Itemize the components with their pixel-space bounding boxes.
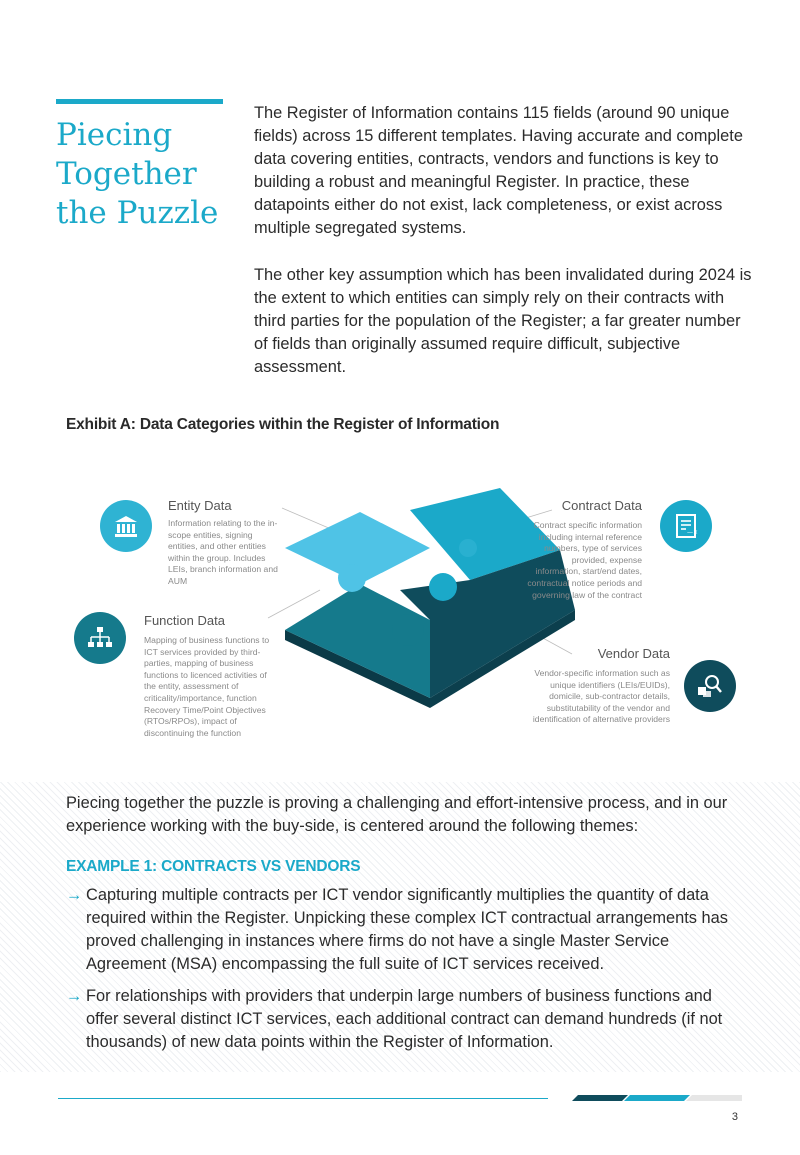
vendor-title: Vendor Data: [597, 646, 670, 661]
title-line-1: Piecing: [56, 117, 173, 153]
intro-text: [254, 102, 754, 403]
bullet-text-1: Capturing multiple contracts per ICT vendor significantly multiplies the quantity of data required within the Register. Unpicking these complex ICT contractual arrangements has proved challenging in instances where firms do not have a single Master Service Agreement (MSA) encompassing the full suite of ICT services received.: [86, 886, 728, 973]
example-bullets: [66, 884, 746, 1054]
entity-badge: [100, 500, 152, 552]
themes-section: [66, 792, 746, 1063]
example-heading: EXAMPLE 1: CONTRACTS VS VENDORS: [66, 858, 361, 875]
page-title: [56, 116, 236, 233]
puzzle-knob-3: [392, 614, 424, 646]
footer-segment-teal: [624, 1095, 690, 1101]
document-icon: [674, 513, 698, 539]
footer-rule: [58, 1098, 548, 1099]
title-accent-bar: [56, 99, 223, 104]
bank-icon: [113, 513, 139, 539]
intro-paragraph-1: The Register of Information contains 115 fields (around 90 unique fields) across 15 different templates. Having accurate and complete data covering entities, contracts, vendors and functions is key to building a robust and meaningful Register. In practice, these datapoints either do not exist, lack completeness, or exist across multiple segregated systems.: [254, 104, 743, 237]
bullet-text-2: For relationships with providers that underpin large numbers of business functions and offer several distinct ICT services, each additional contract can demand hundreds (if not thousands) of new data points within the Register of Information.: [86, 987, 723, 1051]
puzzle-knob-1: [338, 564, 366, 592]
contract-description: Contract specific information including internal reference numbers, type of services provided, expense information, start/end dates, contractual notice periods and governing law of the contract: [527, 520, 642, 600]
magnifier-icon: [696, 673, 724, 699]
intro-paragraph-2: The other key assumption which has been invalidated during 2024 is the extent to which entities can simply rely on their contracts with third parties for the population of the Register; a far greater number of fields than originally assumed require difficult, subjective assessment.: [254, 266, 752, 376]
data-categories-infographic: [0, 440, 800, 780]
themes-lead: Piecing together the puzzle is proving a challenging and effort-intensive process, and in our experience working with the buy-side, is centered around the following themes:: [66, 794, 728, 835]
list-item: [66, 884, 746, 976]
svg-text:—×: —×: [687, 529, 698, 536]
footer-segment-grey: [686, 1095, 742, 1101]
entity-description: Information relating to the in-scope entities, signing entities, and other entities within the group. Includes LEIs, branch information and AUM: [168, 518, 278, 586]
function-badge: [74, 612, 126, 664]
puzzle-graphic: [0, 440, 800, 780]
arrow-icon: →: [66, 987, 83, 1005]
contract-badge: [660, 500, 712, 552]
function-description: Mapping of business functions to ICT services provided by third-parties, mapping of business functions to licenced activities of the entity, assessment of criticality/importance, function Recovery Time/Point Objectives (RTOs/RPOs), impact of discontinuing the function: [144, 635, 270, 738]
puzzle-knob-2: [429, 573, 457, 601]
entity-title: Entity Data: [168, 498, 232, 513]
arrow-icon: →: [66, 886, 83, 904]
title-line-3: the Puzzle: [56, 195, 219, 231]
vendor-description: Vendor-specific information such as unique identifiers (LEIs/EUIDs), domicile, sub-contractor details, substitutability of the vendor and identification of alternative providers: [532, 668, 670, 725]
org-chart-icon: [87, 625, 113, 651]
vendor-badge: [684, 660, 736, 712]
contract-title: Contract Data: [561, 498, 642, 513]
puzzle-knob-4: [459, 539, 477, 557]
page-number: 3: [731, 1111, 738, 1123]
exhibit-title: Exhibit A: Data Categories within the Register of Information: [66, 416, 500, 433]
footer-segment-dark: [572, 1095, 628, 1101]
title-line-2: Together: [56, 156, 197, 192]
list-item: [66, 985, 746, 1054]
function-title: Function Data: [144, 613, 225, 628]
